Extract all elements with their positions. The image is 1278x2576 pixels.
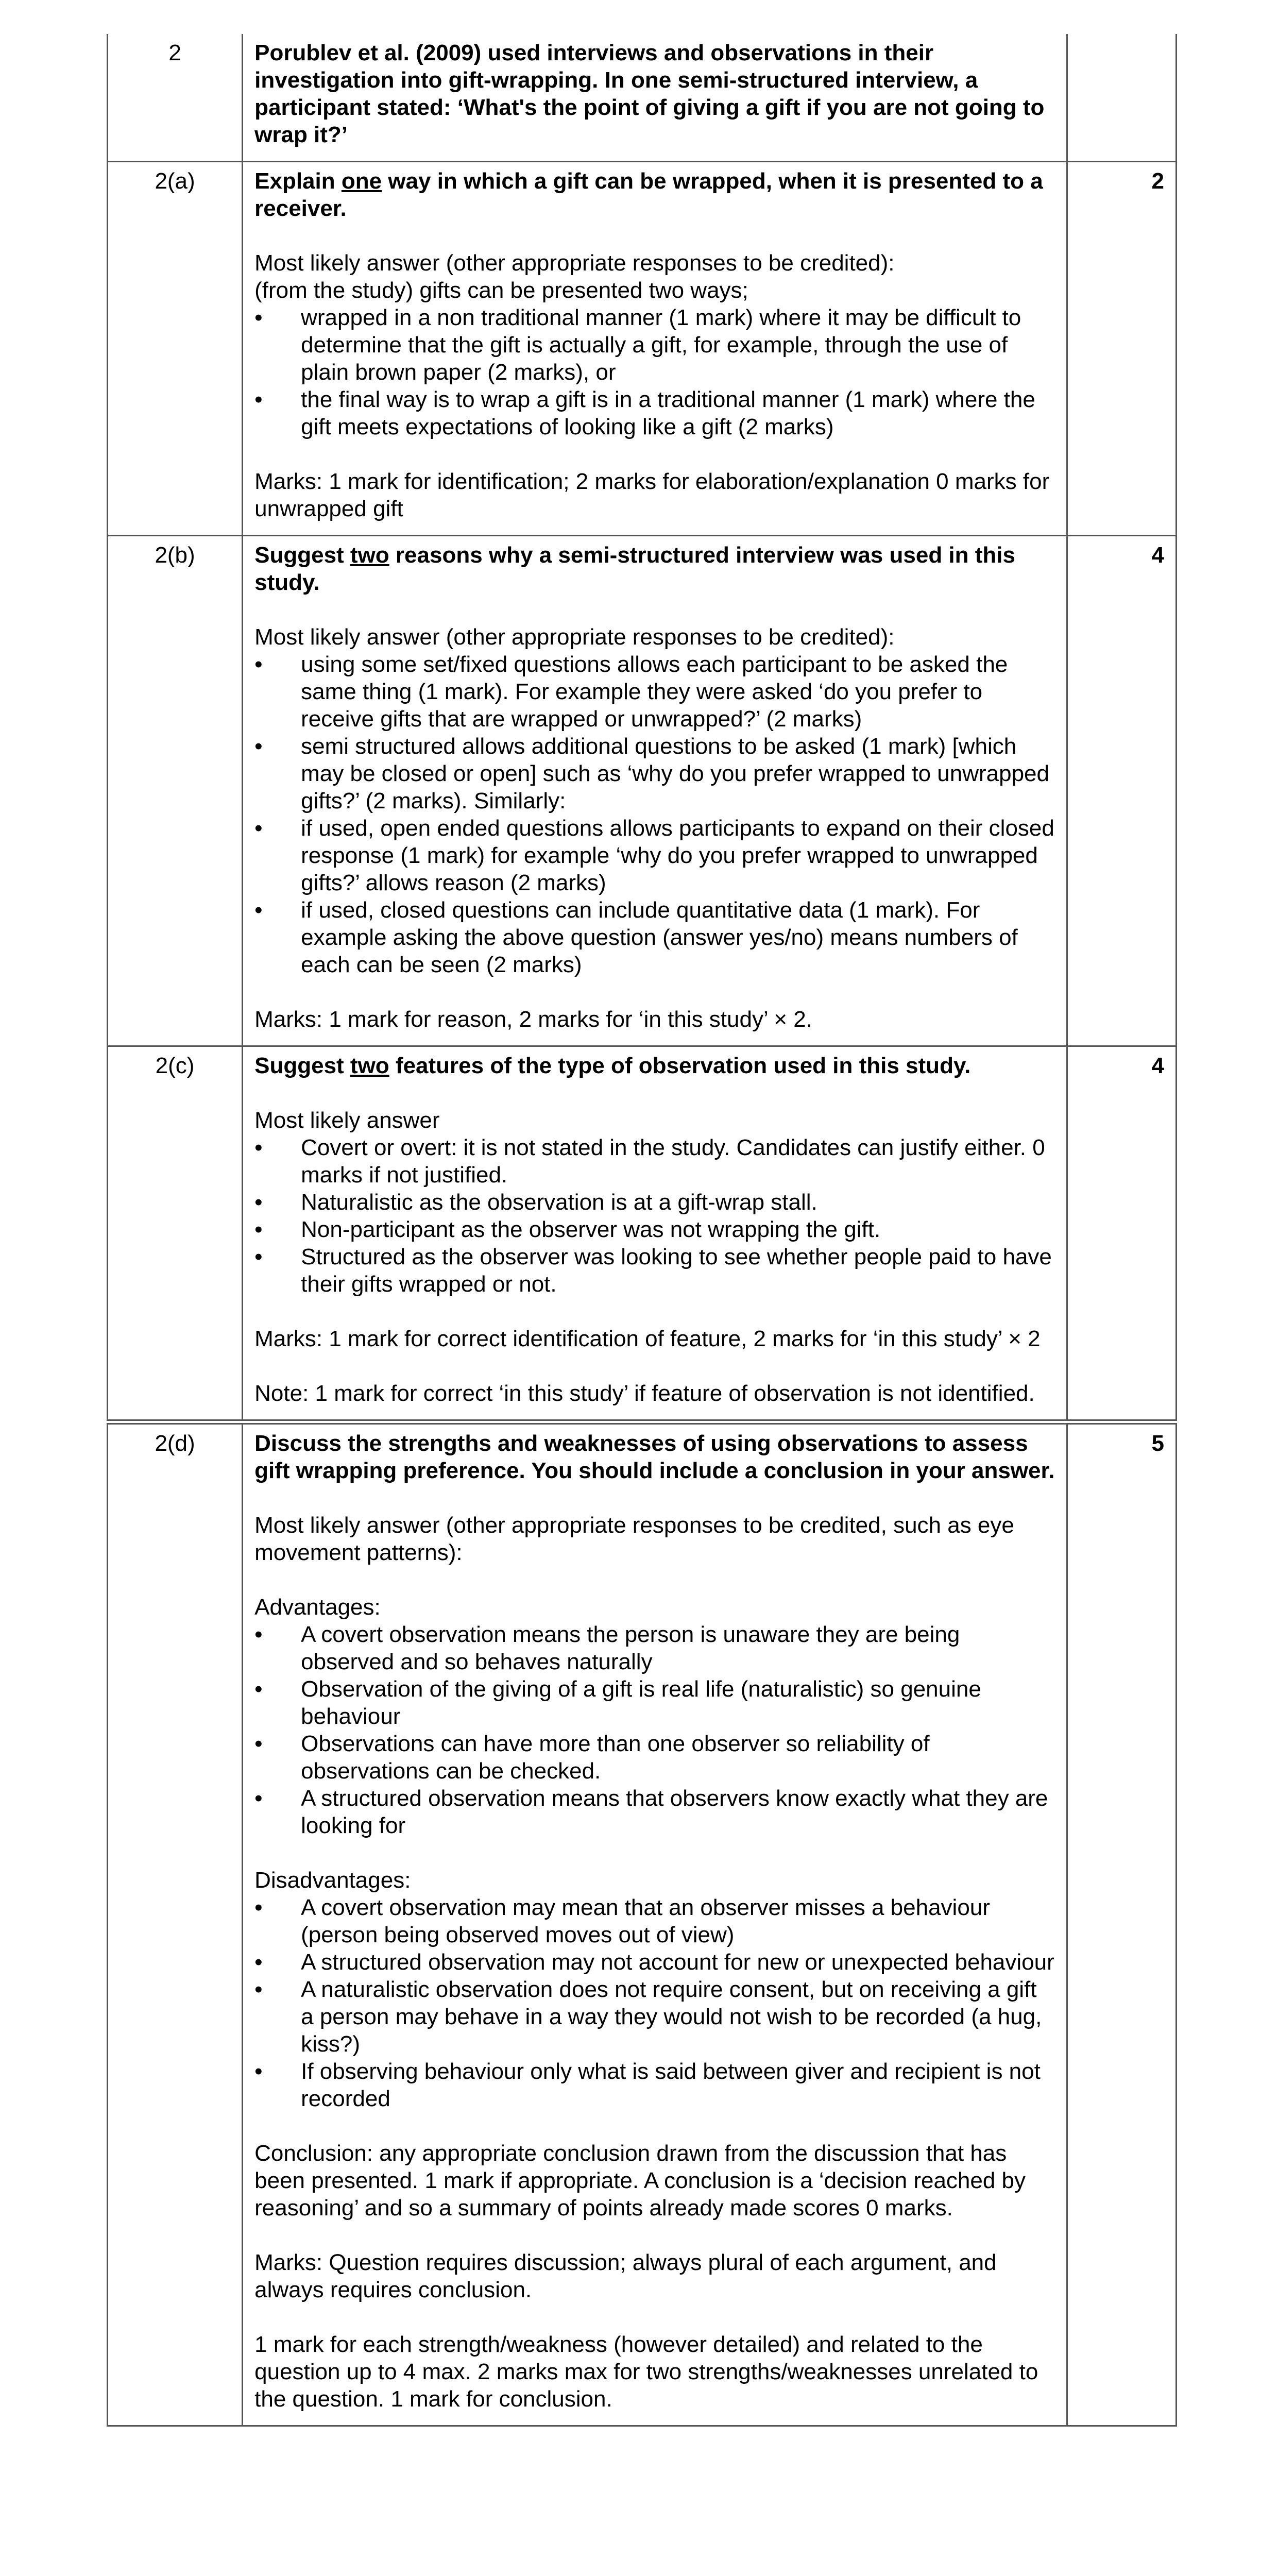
list-item: • if used, open ended questions allows participants to expand on their closed response (1 mark) for example ‘why do you prefer wrapped to unwrapped gifts?’ allows reason (2 marks) (254, 816, 1054, 895)
list-item: • If observing behaviour only what is said between giver and recipient is not recorded (254, 2059, 1041, 2111)
list-item: • Covert or overt: it is not stated in the study. Candidates can justify either. 0 marks if not justified. (254, 1135, 1045, 1188)
list-item: • A structured observation may not account for new or unexpected behaviour (254, 1950, 1054, 1975)
answer-cell (243, 34, 1067, 162)
question-text: Suggest two features of the type of observation used in this study. (254, 1053, 971, 1078)
answer-intro: Most likely answer (other appropriate responses to be credited): (254, 250, 895, 276)
disadvantages-heading: Disadvantages: (254, 1868, 411, 1893)
answer-cell (243, 162, 1067, 536)
table-row (108, 34, 1177, 162)
list-item: • if used, closed questions can include quantitative data (1 mark). For example asking the above question (answer yes/no) means numbers of each can be seen (2 marks) (254, 897, 1018, 977)
answer-cell (243, 536, 1067, 1046)
note-text: 1 mark for each strength/weakness (however detailed) and related to the question up to 4 max. 2 marks max for two strengths/weaknesses unrelated to the question. 1 mark for conclusion. (254, 2332, 1038, 2412)
answer-cell (243, 1046, 1067, 1422)
marks-cell: 5 (1067, 1422, 1177, 2426)
answer-list (254, 1134, 1055, 1298)
table-row (108, 1422, 1177, 2426)
mark-scheme-table (107, 34, 1177, 2427)
list-item: • Naturalistic as the observation is at a gift-wrap stall. (254, 1190, 817, 1215)
advantages-heading: Advantages: (254, 1595, 381, 1620)
question-text: Porublev et al. (2009) used interviews and observations in their investigation into gift-wrapping. In one semi-structured interview, a participant stated: ‘What's the point of giving a gift if you are not going to wrap it?’ (254, 40, 1045, 147)
question-number: 2(a) (108, 162, 243, 536)
question-text: Suggest two reasons why a semi-structured interview was used in this study. (254, 543, 1015, 595)
list-item: • using some set/fixed questions allows each participant to be asked the same thing (1 mark). For example they were asked ‘do you prefer to receive gifts that are wrapped or unwrapped?’ (2 marks) (254, 652, 1008, 732)
marks-cell: 4 (1067, 536, 1177, 1046)
list-item: • A covert observation means the person is unaware they are being observed and so behaves naturally (254, 1622, 960, 1674)
marks-note: Marks: 1 mark for reason, 2 marks for ‘in this study’ × 2. (254, 1007, 812, 1032)
list-item: • Structured as the observer was looking to see whether people paid to have their gifts wrapped or not. (254, 1244, 1052, 1297)
marks-cell: 2 (1067, 162, 1177, 536)
list-item: • A structured observation means that observers know exactly what they are looking for (254, 1786, 1048, 1838)
question-number: 2 (108, 34, 243, 162)
list-item: • the final way is to wrap a gift is in a traditional manner (1 mark) where the gift meets expectations of looking like a gift (2 marks) (254, 387, 1035, 439)
list-item: • A naturalistic observation does not require consent, but on receiving a gift a person may behave in a way they would not wish to be recorded (a hug, kiss?) (254, 1977, 1042, 2057)
conclusion-text: Conclusion: any appropriate conclusion drawn from the discussion that has been presented. 1 mark if appropriate. A conclusion is a ‘decision reached by reasoning’ and so a summary of points already made scores 0 marks. (254, 2141, 1026, 2221)
marks-cell: 4 (1067, 1046, 1177, 1422)
answer-list (254, 304, 1055, 440)
list-item: • semi structured allows additional questions to be asked (1 mark) [which may be closed or open] such as ‘why do you prefer wrapped to unwrapped gifts?’ (2 marks). Similarly: (254, 734, 1049, 814)
question-text: Discuss the strengths and weaknesses of using observations to assess gift wrapping preference. You should include a conclusion in your answer. (254, 1431, 1055, 1483)
answer-list (254, 651, 1055, 978)
note-text: Note: 1 mark for correct ‘in this study’ if feature of observation is not identified. (254, 1381, 1035, 1406)
table-row (108, 1046, 1177, 1422)
advantages-list (254, 1621, 1055, 1839)
answer-intro: Most likely answer (other appropriate responses to be credited): (254, 624, 895, 650)
marks-note: Marks: 1 mark for correct identification of feature, 2 marks for ‘in this study’ × 2 (254, 1326, 1041, 1351)
question-number: 2(b) (108, 536, 243, 1046)
marks-note: Marks: Question requires discussion; always plural of each argument, and always requires conclusion. (254, 2250, 997, 2302)
list-item: • wrapped in a non traditional manner (1 mark) where it may be difficult to determine that the gift is actually a gift, for example, through the use of plain brown paper (2 marks), or (254, 305, 1021, 385)
question-number: 2(c) (108, 1046, 243, 1422)
question-text: Explain one way in which a gift can be wrapped, when it is presented to a receiver. (254, 168, 1043, 221)
answer-intro: (from the study) gifts can be presented two ways; (254, 278, 748, 303)
table-row (108, 162, 1177, 536)
answer-cell (243, 1422, 1067, 2426)
list-item: • A covert observation may mean that an observer misses a behaviour (person being observed moves out of view) (254, 1895, 990, 1947)
table-row (108, 536, 1177, 1046)
list-item: • Non-participant as the observer was not wrapping the gift. (254, 1217, 881, 1242)
answer-intro: Most likely answer (other appropriate responses to be credited, such as eye movement patterns): (254, 1513, 1014, 1565)
disadvantages-list (254, 1894, 1055, 2112)
marks-note: Marks: 1 mark for identification; 2 marks for elaboration/explanation 0 marks for unwrapped gift (254, 469, 1050, 521)
list-item: • Observation of the giving of a gift is real life (naturalistic) so genuine behaviour (254, 1676, 981, 1729)
question-number: 2(d) (108, 1422, 243, 2426)
list-item: • Observations can have more than one observer so reliability of observations can be checked. (254, 1731, 930, 1784)
marks-cell (1067, 34, 1177, 162)
answer-intro: Most likely answer (254, 1108, 440, 1133)
